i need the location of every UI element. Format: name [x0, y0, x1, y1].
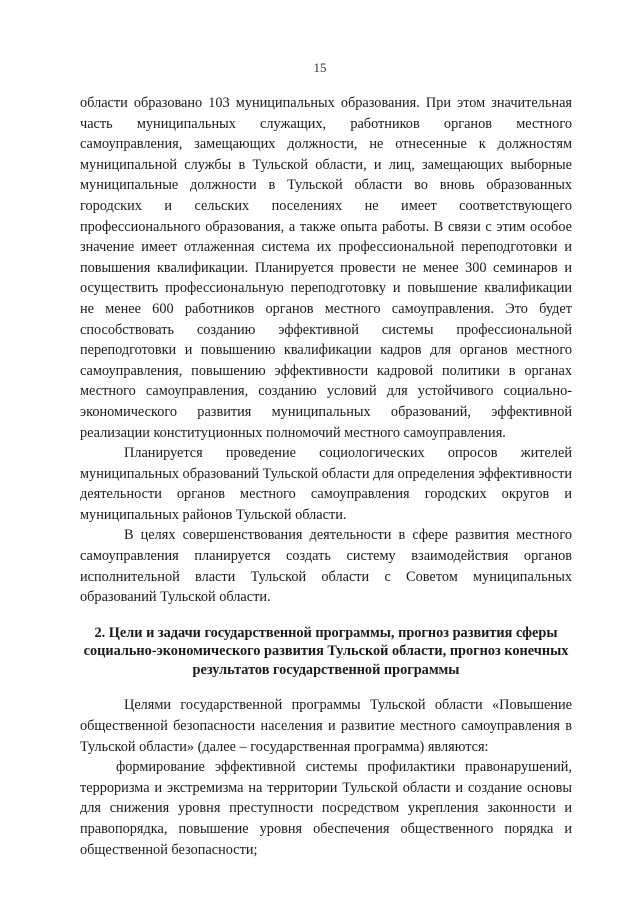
- paragraph-program-goals: Целями государственной программы Тульской области «Повышение общественной безопасности населения и развитие местного самоуправления в Тульской области» (далее – государственная программа) являются:: [80, 697, 572, 755]
- page-number: 15: [313, 60, 327, 75]
- paragraph-interaction-system: В целях совершенствования деятельности в сфере развития местного самоуправления планируется создать систему взаимодействия органов исполнительной власти Тульской области с Советом муниципальных образований Тульской области.: [80, 527, 572, 606]
- paragraph-sociological-surveys: Планируется проведение социологических опросов жителей муниципальных образований Тульской области для определения эффективности деятельности органов местного самоуправления городских округов и муниципальных районов Тульской области.: [80, 445, 572, 523]
- paragraph-crime-prevention: формирование эффективной системы профилактики правонарушений, терроризма и экстремизма на территории Тульской области и создание основы для снижения уровня преступности посредством укрепления законности и правопорядка, повышение уровня обеспечения общественного порядка и общественной безопасности;: [80, 759, 572, 858]
- document-body: [80, 93, 572, 860]
- section-heading: 2. Цели и задачи государственной программы, прогноз развития сферы социально-экономического развития Тульской области, прогноз конечных результатов государственной программы: [83, 624, 569, 678]
- paragraph-municipal-training: области образовано 103 муниципальных образования. При этом значительная часть муниципальных служащих, работников органов местного самоуправления, замещающих должности, не отнесенные к должностям муниципальной службы в Тульской области, и лиц, замещающих выборные муниципальные должности в Тульской области во вновь образованных городских и сельских поселениях не имеет соответствующего профессионального образования, а также опыта работы. В связи с этим особое значение имеет отлаженная система их профессиональной переподготовки и повышения квалификации. Планируется провести не менее 300 семинаров и осуществить профессиональную переподготовку и повышение квалификации не менее 600 работников органов местного самоуправления. Это будет способствовать созданию эффективной системы профессиональной переподготовки и повышению квалификации кадров для органов местного самоуправления, повышению эффективности кадровой политики в органах местного самоуправления, созданию условий для устойчивого социально-экономического развития муниципальных образований, эффективной реализации конституционных полномочий местного самоуправления.: [80, 95, 572, 441]
